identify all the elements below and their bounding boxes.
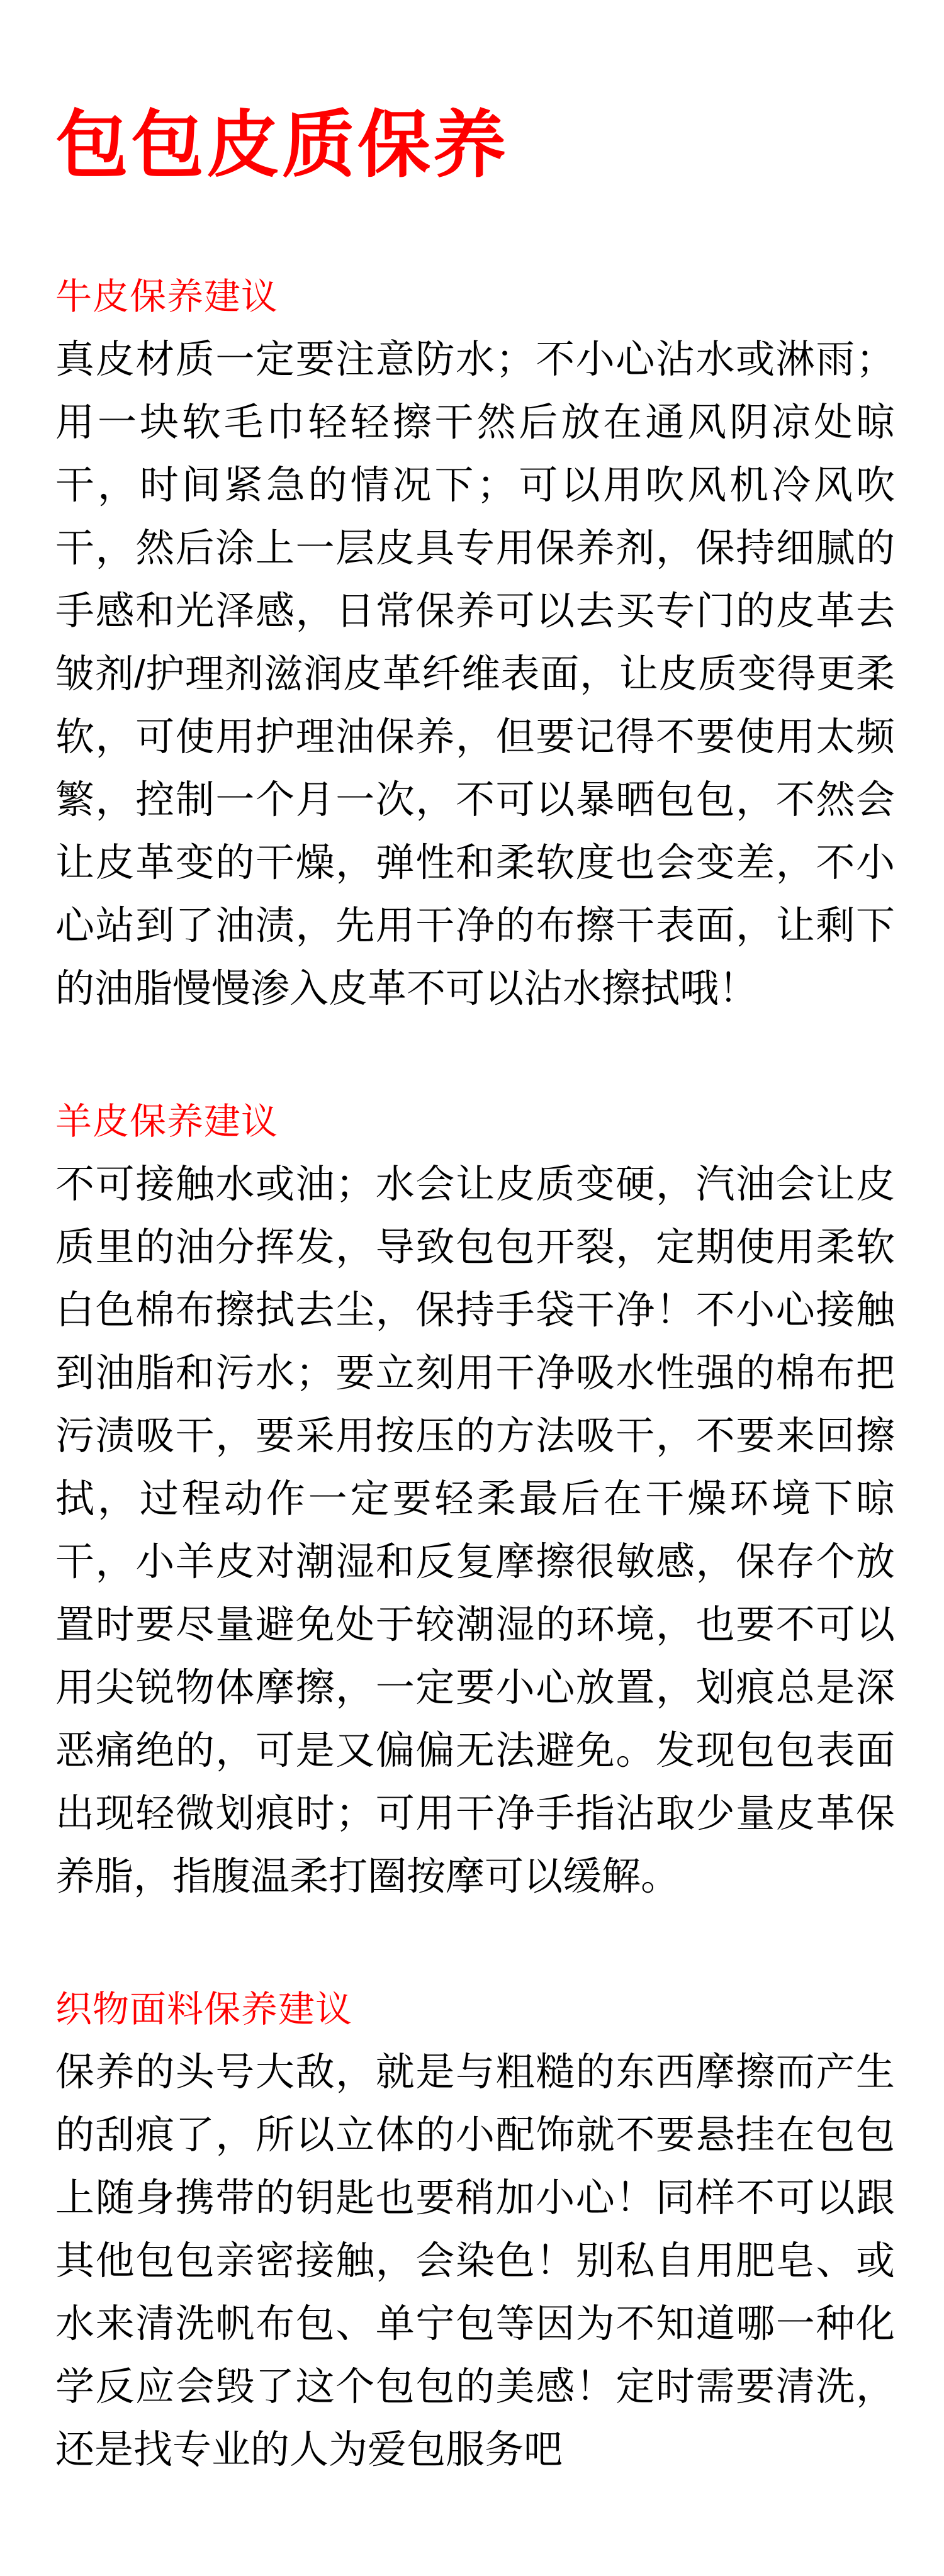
section-fabric: [55, 1987, 895, 2482]
section-body-sheepskin: 不可接触水或油；水会让皮质变硬，汽油会让皮质里的油分挥发，导致包包开裂，定期使用柔软白色棉布擦拭去尘，保持手袋干净！不小心接触到油脂和污水；要立刻用干净吸水性强的棉布把污渍吸干，要采用按压的方法吸干，不要来回擦拭，过程动作一定要轻柔最后在干燥环境下晾干，小羊皮对潮湿和反复摩擦很敏感，保存个放置时要尽量避免处于较潮湿的环境，也要不可以用尖锐物体摩擦，一定要小心放置，划痕总是深恶痛绝的，可是又偏偏无法避免。发现包包表面出现轻微划痕时；可用干净手指沾取少量皮革保养脂，指腹温柔打圈按摩可以缓解。: [55, 1163, 895, 1898]
section-body-cowhide: 真皮材质一定要注意防水；不小心沾水或淋雨；用一块软毛巾轻轻擦干然后放在通风阴凉处晾干，时间紧急的情况下；可以用吹风机冷风吹干，然后涂上一层皮具专用保养剂，保持细腻的手感和光泽感，日常保养可以去买专门的皮革去皱剂/护理剂滋润皮革纤维表面，让皮质变得更柔软，可使用护理油保养，但要记得不要使用太频繁，控制一个月一次，不可以暴晒包包，不然会让皮革变的干燥，弹性和柔软度也会变差，不小心站到了油渍，先用干净的布擦干表面，让剩下的油脂慢慢渗入皮革不可以沾水擦拭哦！: [55, 338, 895, 1011]
section-heading-cowhide: 牛皮保养建议: [55, 276, 279, 317]
section-body-fabric: 保养的头号大敌，就是与粗糙的东西摩擦而产生的刮痕了，所以立体的小配饰就不要悬挂在包包上随身携带的钥匙也要稍加小心！同样不可以跟其他包包亲密接触，会染色！别私自用肥皂、或水来清洗帆布包、单宁包等因为不知道哪一种化学反应会毁了这个包包的美感！定时需要清洗，还是找专业的人为爱包服务吧: [55, 2051, 895, 2472]
section-cowhide: [55, 274, 895, 1021]
section-heading-fabric: 织物面料保养建议: [55, 1989, 353, 2030]
section-heading-sheepskin: 羊皮保养建议: [55, 1101, 279, 1142]
page-title: 包包皮质保养: [55, 104, 509, 186]
section-sheepskin: [55, 1099, 895, 1908]
